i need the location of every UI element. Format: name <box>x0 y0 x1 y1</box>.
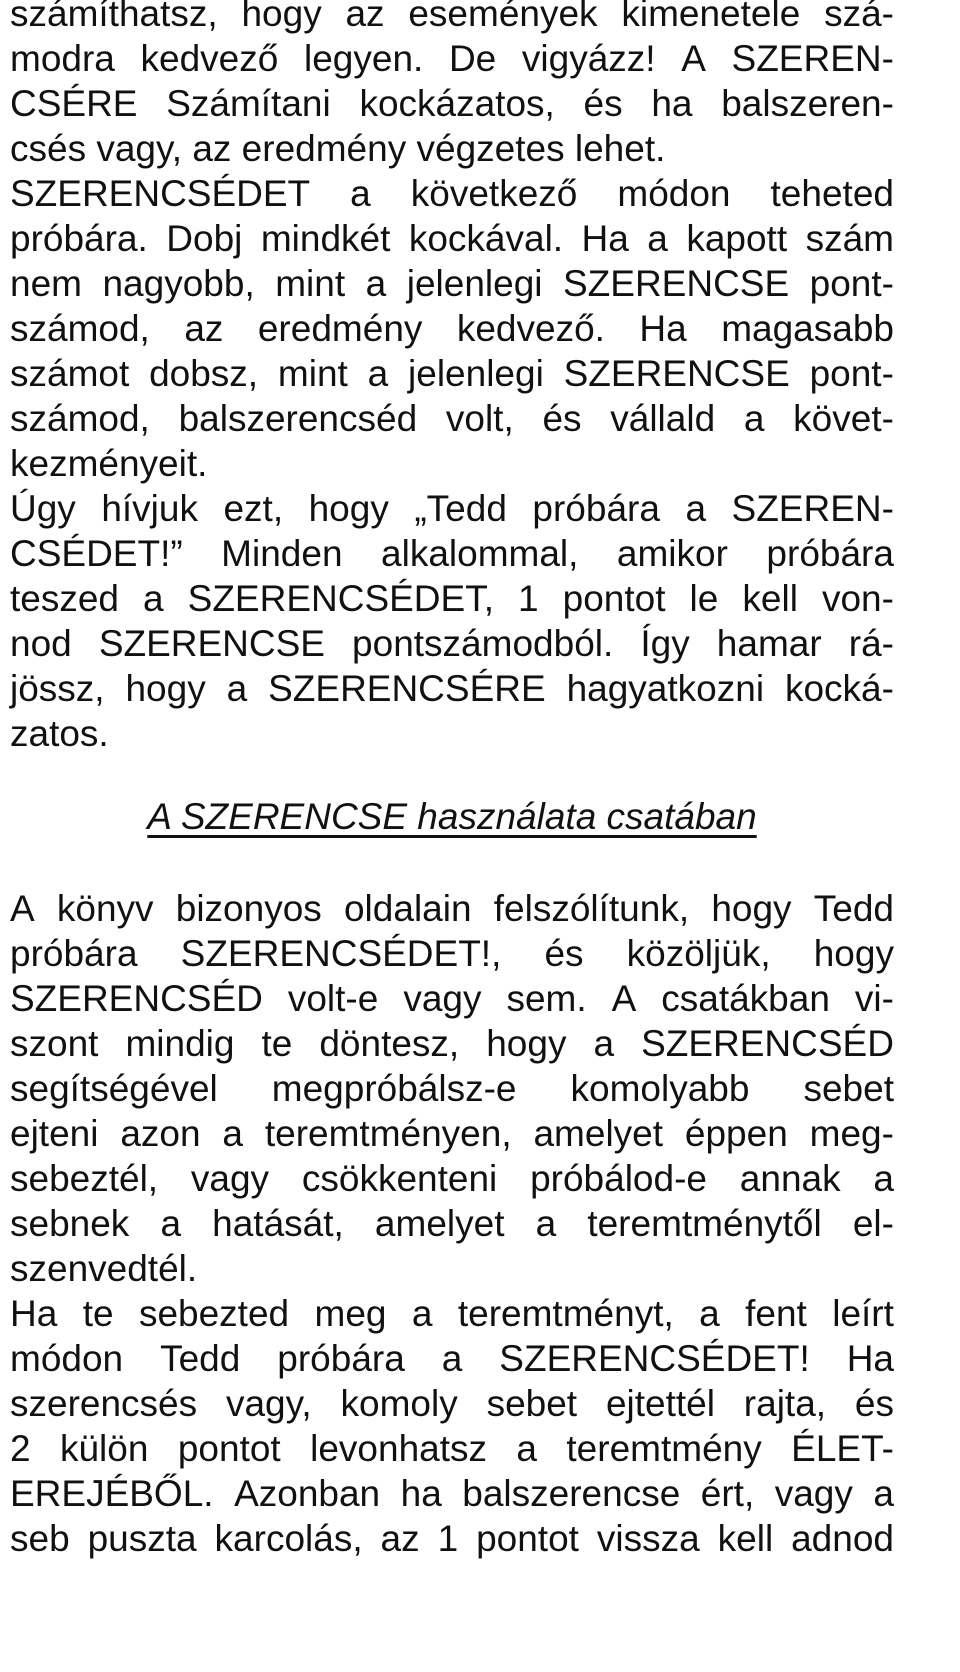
section-heading: A SZERENCSE használata csatában <box>147 796 757 837</box>
word: és <box>542 398 582 439</box>
word: mindig <box>125 1023 235 1064</box>
word: pontot <box>177 1428 281 1469</box>
word: Úgy <box>10 488 76 529</box>
word: kell <box>742 578 798 619</box>
word: ha <box>400 1473 442 1514</box>
word: teremtményen, <box>264 1113 512 1154</box>
word: számot <box>10 353 130 394</box>
text-line <box>10 81 894 126</box>
word: hogy <box>486 1023 567 1064</box>
word: Tedd <box>160 1338 241 1379</box>
word: szám <box>805 218 894 259</box>
word: balszerencse <box>462 1473 681 1514</box>
word: rajta, <box>743 1383 827 1424</box>
word: magasabb <box>721 308 894 349</box>
word: vagy <box>774 1473 853 1514</box>
word: dobsz, <box>149 353 259 394</box>
word: SZERENCSE <box>563 353 790 394</box>
text-line <box>10 976 894 1021</box>
word: meg <box>314 1293 387 1334</box>
text-line <box>10 306 894 351</box>
word: modra <box>10 38 115 79</box>
word: a <box>743 398 765 439</box>
word: az <box>184 308 224 349</box>
word: De <box>448 38 497 79</box>
text-line <box>10 1021 894 1066</box>
word: szá- <box>824 0 894 34</box>
word: amelyet <box>533 1113 664 1154</box>
word: SZEREN- <box>731 38 894 79</box>
word: kocká- <box>784 668 894 709</box>
word: kimenetele <box>621 0 801 34</box>
word: felszólítunk, <box>493 888 690 929</box>
word: a <box>873 1158 894 1199</box>
word: hatását, <box>212 1203 344 1244</box>
word: seb <box>10 1518 70 1559</box>
word: próbára <box>532 488 660 529</box>
word: Ha <box>846 1338 894 1379</box>
text-line <box>10 621 894 666</box>
word: 1 <box>437 1518 459 1559</box>
word: sem. <box>506 978 587 1019</box>
word: pontot <box>562 578 666 619</box>
text-line: csés vagy, az eredmény végzetes lehet. <box>10 128 666 169</box>
word: levonhatsz <box>310 1428 488 1469</box>
word: azon <box>120 1113 201 1154</box>
word: a <box>647 218 668 259</box>
text-line <box>10 1156 894 1201</box>
word: te <box>261 1023 293 1064</box>
word: vigyázz! <box>521 38 656 79</box>
word: teszed <box>10 578 120 619</box>
word: a <box>350 173 371 214</box>
word: a <box>873 1473 894 1514</box>
word: sebet <box>486 1383 578 1424</box>
word: kedvező <box>140 38 279 79</box>
word: események <box>408 0 598 34</box>
word: hogy <box>711 888 792 929</box>
word: A <box>681 38 706 79</box>
word: alkalommal, <box>381 533 579 574</box>
word: volt-e <box>287 978 379 1019</box>
word: szont <box>10 1023 99 1064</box>
paragraph-test-your-luck <box>10 486 894 756</box>
text-line <box>10 1381 894 1426</box>
word: számod, <box>10 308 150 349</box>
word: fent <box>745 1293 807 1334</box>
word: adnod <box>791 1518 894 1559</box>
word: Így <box>640 623 690 664</box>
word: a <box>699 1293 720 1334</box>
word: mindkét <box>260 218 391 259</box>
word: hogy <box>813 933 894 974</box>
word: 2 <box>10 1428 31 1469</box>
word: puszta <box>87 1518 197 1559</box>
word: pontot <box>476 1518 579 1559</box>
word: Minden <box>221 533 343 574</box>
word: nem <box>10 263 82 304</box>
text-line <box>10 931 894 976</box>
word: pontszámodból. <box>352 623 614 664</box>
word: hogy <box>241 0 322 34</box>
word: sebet <box>803 1068 894 1109</box>
word: a <box>365 263 387 304</box>
word: hogy <box>308 488 389 529</box>
text-line <box>10 1111 894 1156</box>
word: Ha <box>581 218 629 259</box>
word: Ha <box>639 308 687 349</box>
word: balszerencséd <box>178 398 418 439</box>
text-line <box>10 1516 894 1561</box>
word: a <box>143 578 164 619</box>
word: jelenlegi <box>406 263 543 304</box>
word: a <box>411 1293 433 1334</box>
word: megpróbálsz-e <box>271 1068 517 1109</box>
word: kell <box>717 1518 774 1559</box>
word: számod, <box>10 398 150 439</box>
word: vagy <box>190 1158 270 1199</box>
word: szerencsés <box>10 1383 198 1424</box>
word: sebnek <box>10 1203 130 1244</box>
word: vi- <box>854 978 894 1019</box>
word: rá- <box>848 623 894 664</box>
word: komoly <box>340 1383 458 1424</box>
word: pont- <box>809 353 894 394</box>
text-line <box>10 1201 894 1246</box>
word: sebezted <box>138 1293 290 1334</box>
word: A <box>611 978 637 1019</box>
text-line <box>10 36 894 81</box>
word: ért, <box>700 1473 755 1514</box>
word: kapott <box>686 218 788 259</box>
word: jelenlegi <box>408 353 544 394</box>
text-line <box>10 486 894 531</box>
text-line: kezményeit. <box>10 443 208 484</box>
text-line <box>10 1336 894 1381</box>
word: és <box>544 933 584 974</box>
word: amikor <box>616 533 728 574</box>
word: A <box>10 888 35 929</box>
word: EREJÉBŐL. <box>10 1473 214 1514</box>
word: módon <box>617 173 731 214</box>
word: segítségével <box>10 1068 218 1109</box>
word: te <box>82 1293 114 1334</box>
word: el- <box>852 1203 894 1244</box>
word: teremtményt, <box>457 1293 674 1334</box>
word: „Tedd <box>414 488 507 529</box>
word: a <box>516 1428 537 1469</box>
word: hamar <box>716 623 822 664</box>
word: ejteni <box>10 1113 99 1154</box>
word: teremtménytől <box>587 1203 822 1244</box>
word: SZEREN- <box>731 488 894 529</box>
word: hívjuk <box>101 488 198 529</box>
word: Tedd <box>813 888 894 929</box>
word: az <box>345 0 385 34</box>
word: bizonyos <box>175 888 322 929</box>
word: jössz, <box>10 668 105 709</box>
word: pont- <box>809 263 894 304</box>
word: mint <box>277 353 348 394</box>
word: próbára <box>277 1338 405 1379</box>
word: komolyabb <box>570 1068 750 1109</box>
text-line <box>10 216 894 261</box>
word: módon <box>10 1338 124 1379</box>
word: a <box>160 1203 182 1244</box>
word: vissza <box>596 1518 700 1559</box>
word: próbálod-e <box>530 1158 707 1199</box>
word: éppen <box>684 1113 788 1154</box>
word: teremtmény <box>566 1428 762 1469</box>
word: annak <box>739 1158 841 1199</box>
word: az <box>380 1518 420 1559</box>
word: von- <box>821 578 894 619</box>
word: Számítani <box>166 83 331 124</box>
text-line: szenvedtél. <box>10 1248 198 1289</box>
word: és <box>854 1383 894 1424</box>
word: ha <box>651 83 693 124</box>
word: oldalain <box>343 888 472 929</box>
text-line <box>10 576 894 621</box>
word: karcolás, <box>214 1518 363 1559</box>
word: nagyobb, <box>102 263 255 304</box>
word: próbára. <box>10 218 148 259</box>
text-line <box>10 396 894 441</box>
word: CSÉDET!” <box>10 533 183 574</box>
text-line <box>10 171 894 216</box>
word: SZERENCSÉD <box>10 978 263 1019</box>
text-line <box>10 1066 894 1111</box>
word: Azonban <box>234 1473 381 1514</box>
word: meg- <box>809 1113 894 1154</box>
word: kockával. <box>408 218 564 259</box>
word: SZERENCSÉD <box>641 1023 894 1064</box>
document-page <box>10 0 894 1561</box>
word: vagy, <box>225 1383 312 1424</box>
text-line: zatos. <box>10 713 109 754</box>
word: a <box>367 353 389 394</box>
word: közöljük, <box>626 933 771 974</box>
word: külön <box>59 1428 149 1469</box>
word: SZERENCSE <box>98 623 325 664</box>
word: a <box>535 1203 557 1244</box>
word: a <box>222 1113 243 1154</box>
word: balszeren- <box>721 83 894 124</box>
word: legyen. <box>303 38 424 79</box>
word: hagyatkozni <box>566 668 765 709</box>
text-line <box>10 666 894 711</box>
word: a <box>593 1023 615 1064</box>
word: próbára <box>766 533 894 574</box>
word: és <box>583 83 623 124</box>
word: a <box>685 488 707 529</box>
word: ezt, <box>223 488 284 529</box>
word: döntesz, <box>319 1023 460 1064</box>
text-line <box>10 261 894 306</box>
word: mint <box>275 263 346 304</box>
word: teheted <box>770 173 894 214</box>
text-line <box>10 531 894 576</box>
word: hogy <box>125 668 206 709</box>
word: következő <box>410 173 578 214</box>
word: könyv <box>56 888 154 929</box>
word: kedvező. <box>456 308 605 349</box>
word: Dobj <box>166 218 243 259</box>
word: 1 <box>518 578 539 619</box>
text-line <box>10 1426 894 1471</box>
word: a <box>226 668 248 709</box>
word: leírt <box>832 1293 894 1334</box>
text-line <box>10 351 894 396</box>
paragraph-luck-in-battle <box>10 886 894 1291</box>
word: próbára <box>10 933 138 974</box>
word: vagy <box>403 978 482 1019</box>
word: CSÉRE <box>10 83 138 124</box>
word: nod <box>10 623 72 664</box>
word: SZERENCSÉDET, <box>187 578 494 619</box>
text-line <box>10 0 894 36</box>
word: ÉLET- <box>791 1428 894 1469</box>
paragraph-wounding <box>10 1291 894 1561</box>
word: ejtettél <box>605 1383 715 1424</box>
word: SZERENCSÉDET! <box>499 1338 810 1379</box>
word: csökkenteni <box>301 1158 498 1199</box>
word: eredmény <box>257 308 423 349</box>
word: a <box>441 1338 463 1379</box>
word: volt, <box>445 398 514 439</box>
word: számíthatsz, <box>10 0 218 34</box>
word: csatákban <box>661 978 830 1019</box>
text-line <box>10 886 894 931</box>
word: sebeztél, <box>10 1158 159 1199</box>
word: SZERENCSÉRE <box>268 668 546 709</box>
word: kockázatos, <box>359 83 555 124</box>
word: SZERENCSÉDET <box>10 173 311 214</box>
paragraph-dice-intro <box>10 0 894 486</box>
text-line <box>10 1471 894 1516</box>
word: követ- <box>793 398 894 439</box>
word: Ha <box>10 1293 58 1334</box>
word: amelyet <box>374 1203 505 1244</box>
word: vállald <box>610 398 716 439</box>
word: SZERENCSE <box>563 263 790 304</box>
word: SZERENCSÉDET!, <box>180 933 502 974</box>
text-line <box>10 1291 894 1336</box>
word: le <box>689 578 719 619</box>
